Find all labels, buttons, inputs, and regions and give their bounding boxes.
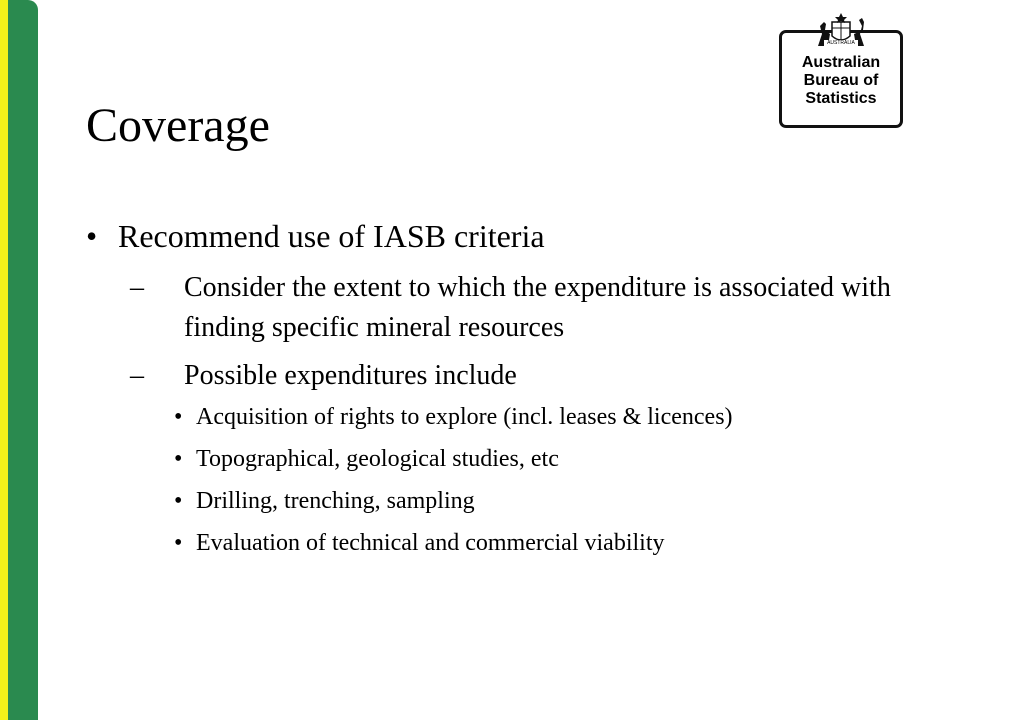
sub-sub-bullet-text: Drilling, trenching, sampling: [196, 488, 475, 514]
logo-wordmark: [782, 54, 900, 108]
bullet-icon: •: [174, 530, 183, 556]
sub-bullet-text: Consider the extent to which the expenditure is associated with finding specific mineral resources: [184, 272, 891, 343]
bullet-level-1: [86, 216, 946, 256]
slide-body: [86, 216, 946, 568]
logo-line-2: Bureau of: [803, 72, 879, 89]
left-accent-band-green: [8, 0, 38, 720]
sub-sub-bullet-text: Evaluation of technical and commercial viability: [196, 530, 665, 556]
dash-icon: –: [130, 272, 144, 303]
crest-label: AUSTRALIA: [824, 40, 858, 46]
abs-logo: [779, 12, 903, 128]
sub-bullet: [130, 268, 946, 348]
bullet-icon: •: [86, 218, 98, 254]
bullet-icon: •: [174, 488, 183, 514]
bullet-icon: •: [174, 404, 183, 430]
sub-bullet-text: Possible expenditures include: [184, 360, 517, 391]
sub-sub-bullet: [174, 526, 946, 560]
dash-icon: –: [130, 360, 144, 391]
sub-sub-bullet: [174, 400, 946, 434]
sub-sub-bullet: [174, 484, 946, 518]
sub-sub-bullet-list: [86, 400, 946, 560]
sub-bullet: [130, 356, 946, 396]
bullet-icon: •: [174, 446, 183, 472]
sub-sub-bullet-text: Topographical, geological studies, etc: [196, 446, 559, 472]
sub-sub-bullet-text: Acquisition of rights to explore (incl. leases & licences): [196, 404, 733, 430]
logo-line-1: Australian: [801, 54, 881, 71]
slide-title: Coverage: [86, 99, 270, 152]
bullet-text: Recommend use of IASB criteria: [118, 218, 545, 254]
sub-sub-bullet: [174, 442, 946, 476]
logo-line-3: Statistics: [805, 90, 877, 107]
